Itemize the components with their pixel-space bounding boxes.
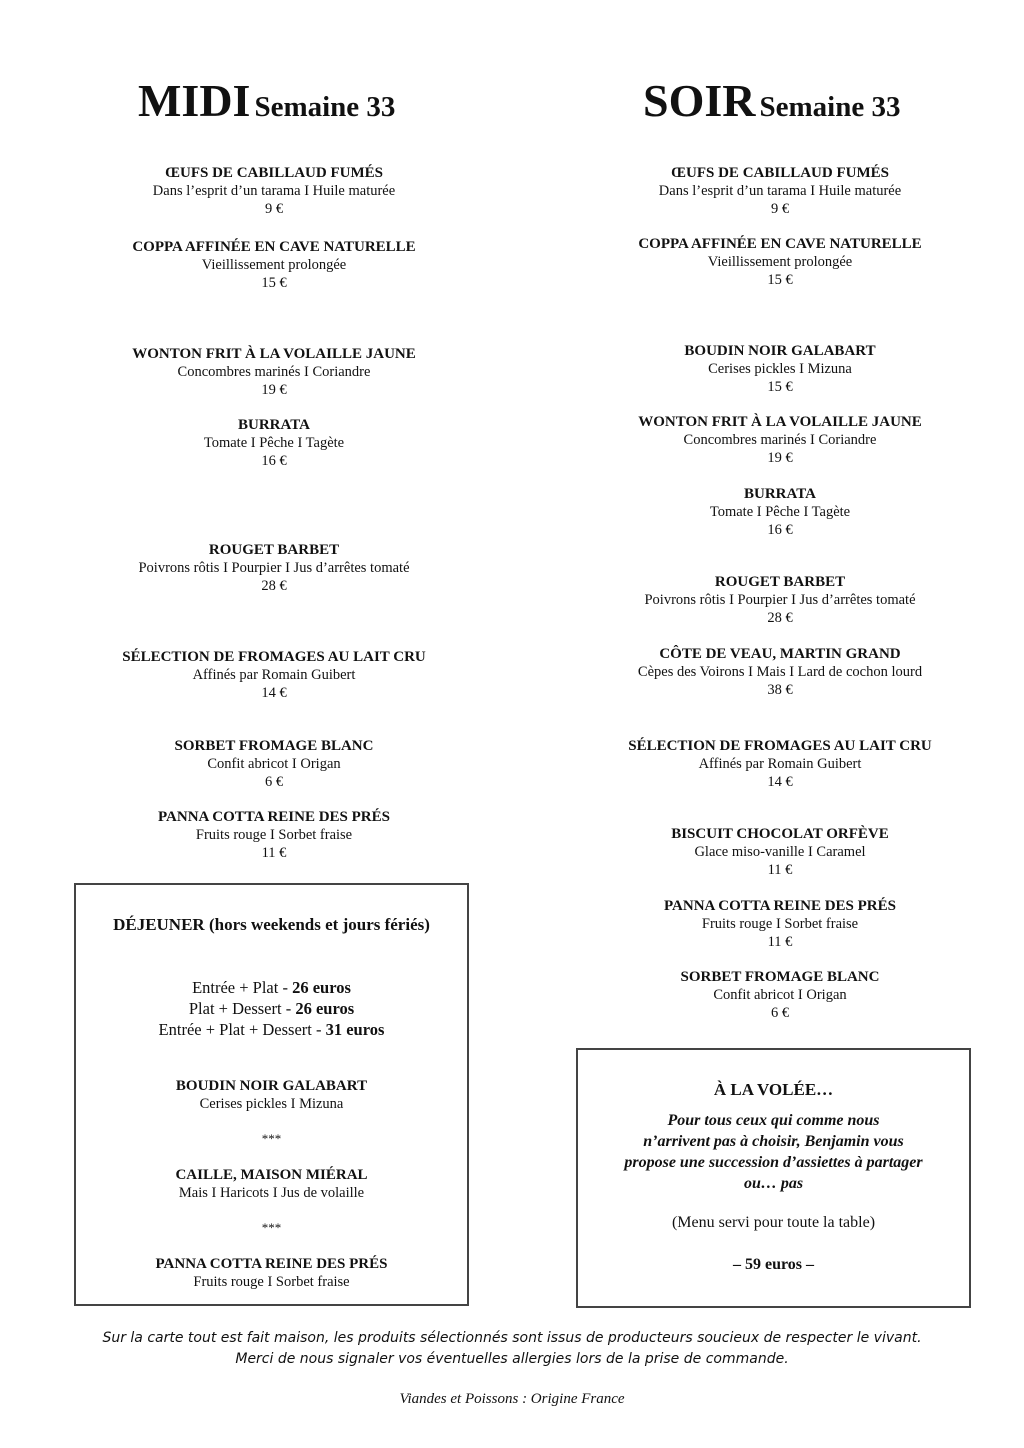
dish-description: Tomate I Pêche I Tagète <box>203 435 345 451</box>
dish-description: Tomate I Pêche I Tagète <box>709 504 851 520</box>
dish-description: Cerises pickles I Mizuna <box>199 1096 344 1112</box>
dish-name: CAILLE, MAISON MIÉRAL <box>175 1167 368 1183</box>
dish-description: Concombres marinés I Coriandre <box>177 364 371 380</box>
menu-item <box>74 238 474 292</box>
dish-name: BOUDIN NOIR GALABART <box>175 1078 368 1094</box>
dish-description: Mais I Haricots I Jus de volaille <box>178 1185 365 1201</box>
formula-label: Plat + Dessert - <box>188 999 296 1018</box>
menu-item <box>74 164 474 218</box>
dejeuner-title: DÉJEUNER (hors weekends et jours fériés) <box>113 915 430 934</box>
dish-description: Dans l’esprit d’un tarama I Huile maturée <box>658 183 902 199</box>
dish-description: Poivrons rôtis I Pourpier I Jus d’arrêtes tomaté <box>644 592 916 608</box>
dish-price: 9 € <box>264 201 284 217</box>
dish-price: 11 € <box>767 934 793 950</box>
volee-text-line: n’arrivent pas à choisir, Benjamin vous <box>643 1133 904 1150</box>
menu-item <box>580 968 980 1022</box>
dejeuner-box <box>74 883 469 1306</box>
course-separator: *** <box>261 1131 282 1146</box>
volee-text-line: propose une succession d’assiettes à partager <box>624 1154 923 1171</box>
formula-label: Entrée + Plat + Dessert - <box>158 1020 326 1039</box>
dish-name: SÉLECTION DE FROMAGES AU LAIT CRU <box>628 738 932 754</box>
formula-label: Entrée + Plat - <box>192 978 293 997</box>
dish-price: 28 € <box>767 610 793 626</box>
dish-name: WONTON FRIT À LA VOLAILLE JAUNE <box>638 414 922 430</box>
dish-name: WONTON FRIT À LA VOLAILLE JAUNE <box>132 346 416 362</box>
volee-title: À LA VOLÉE… <box>713 1080 834 1099</box>
dish-price: 6 € <box>770 1005 790 1021</box>
dish-name: PANNA COTTA REINE DES PRÉS <box>664 898 896 914</box>
menu-item <box>74 345 474 399</box>
menu-item <box>580 342 980 396</box>
formula-price: 26 euros <box>295 999 355 1018</box>
footer-notice <box>0 1328 1024 1370</box>
dish-name: PANNA COTTA REINE DES PRÉS <box>158 809 390 825</box>
volee-text-line: ou… pas <box>743 1175 804 1192</box>
dish-description: Fruits rouge I Sorbet fraise <box>193 1274 350 1290</box>
dish-price: 14 € <box>767 774 793 790</box>
course-separator: *** <box>261 1220 282 1235</box>
dish-name: COPPA AFFINÉE EN CAVE NATURELLE <box>638 236 922 252</box>
menu-item <box>580 573 980 627</box>
menu-item <box>74 737 474 791</box>
dish-description: Fruits rouge I Sorbet fraise <box>195 827 353 843</box>
dish-description: Confit abricot I Origan <box>713 987 847 1003</box>
dish-price: 38 € <box>767 682 793 698</box>
volee-note: (Menu servi pour toute la table) <box>671 1214 876 1231</box>
dish-description: Vieillissement prolongée <box>707 254 853 270</box>
dish-name: SORBET FROMAGE BLANC <box>680 969 880 985</box>
menu-item <box>580 164 980 218</box>
formula-price: 31 euros <box>325 1020 385 1039</box>
menu-item <box>580 645 980 699</box>
dish-name: SORBET FROMAGE BLANC <box>174 738 374 754</box>
dish-name: CÔTE DE VEAU, MARTIN GRAND <box>659 646 901 662</box>
dish-name: BURRATA <box>744 486 816 502</box>
origin-note: Viandes et Poissons : Origine France <box>399 1391 625 1407</box>
dish-price: 16 € <box>261 453 287 469</box>
menu-item <box>74 808 474 862</box>
formula-line <box>76 977 467 998</box>
dish-name: BISCUIT CHOCOLAT ORFÈVE <box>671 826 889 842</box>
footer-line: Sur la carte tout est fait maison, les produits sélectionnés sont issus de producteurs soucieux de respecter le vivant. <box>102 1330 922 1346</box>
footer-line: Merci de nous signaler vos éventuelles allergies lors de la prise de commande. <box>235 1351 789 1367</box>
formula-line <box>76 998 467 1019</box>
soir-subtitle: Semaine 33 <box>759 91 901 123</box>
dish-price: 15 € <box>767 379 793 395</box>
menu-item <box>74 648 474 702</box>
dish-name: COPPA AFFINÉE EN CAVE NATURELLE <box>132 239 416 255</box>
dish-description: Affinés par Romain Guibert <box>192 667 356 683</box>
volee-description <box>588 1110 959 1194</box>
dish-price: 15 € <box>767 272 793 288</box>
dish-description: Cerises pickles I Mizuna <box>708 361 852 377</box>
a-la-volee-box <box>576 1048 971 1308</box>
menu-item <box>74 541 474 595</box>
dish-name: SÉLECTION DE FROMAGES AU LAIT CRU <box>122 649 426 665</box>
volee-text-line: Pour tous ceux qui comme nous <box>667 1112 880 1129</box>
dish-price: 14 € <box>261 685 287 701</box>
dish-price: 19 € <box>767 450 793 466</box>
menu-item <box>580 737 980 791</box>
menu-item <box>580 235 980 289</box>
dish-name: ŒUFS DE CABILLAUD FUMÉS <box>165 165 383 181</box>
volee-price: – 59 euros – <box>732 1256 815 1273</box>
dish-name: BURRATA <box>238 417 310 433</box>
menu-item <box>74 416 474 470</box>
dish-price: 15 € <box>261 275 287 291</box>
menu-item <box>580 413 980 467</box>
midi-title: MIDI <box>138 75 251 126</box>
dish-description: Cèpes des Voirons I Mais I Lard de cochon lourd <box>637 664 923 680</box>
dish-price: 16 € <box>767 522 793 538</box>
formula-list <box>76 977 467 1040</box>
dish-description: Dans l’esprit d’un tarama I Huile maturée <box>152 183 396 199</box>
menu-item <box>580 485 980 539</box>
dish-description: Affinés par Romain Guibert <box>698 756 862 772</box>
dish-price: 11 € <box>767 862 793 878</box>
dish-description: Confit abricot I Origan <box>207 756 341 772</box>
formula-price: 26 euros <box>292 978 351 997</box>
menu-item <box>580 897 980 951</box>
midi-menu <box>74 0 474 880</box>
dish-name: ROUGET BARBET <box>208 542 340 558</box>
dish-price: 11 € <box>261 845 287 861</box>
course-item <box>76 1255 467 1291</box>
dish-price: 28 € <box>261 578 287 594</box>
dish-price: 19 € <box>261 382 287 398</box>
soir-menu <box>580 0 980 1040</box>
course-item <box>76 1166 467 1202</box>
dish-description: Concombres marinés I Coriandre <box>683 432 877 448</box>
dish-description: Glace miso-vanille I Caramel <box>694 844 866 860</box>
dish-description: Vieillissement prolongée <box>201 257 347 273</box>
formula-line <box>76 1019 467 1040</box>
dish-name: BOUDIN NOIR GALABART <box>684 343 876 359</box>
dish-name: PANNA COTTA REINE DES PRÉS <box>155 1256 388 1272</box>
dish-name: ROUGET BARBET <box>714 574 846 590</box>
dish-description: Poivrons rôtis I Pourpier I Jus d’arrêtes tomaté <box>138 560 410 576</box>
soir-title: SOIR <box>643 75 756 126</box>
dish-price: 9 € <box>770 201 790 217</box>
dish-description: Fruits rouge I Sorbet fraise <box>701 916 859 932</box>
menu-item <box>580 825 980 879</box>
dish-name: ŒUFS DE CABILLAUD FUMÉS <box>671 165 889 181</box>
dish-price: 6 € <box>264 774 284 790</box>
course-item <box>76 1077 467 1113</box>
midi-subtitle: Semaine 33 <box>254 91 396 123</box>
